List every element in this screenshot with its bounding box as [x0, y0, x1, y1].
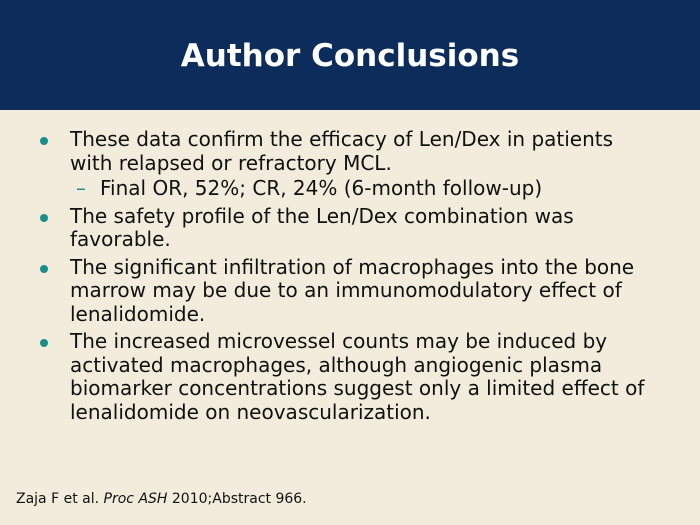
sub-bullet-item	[0, 177, 660, 201]
bullet-dot-icon	[40, 214, 48, 222]
slide-title: Author Conclusions	[180, 38, 520, 74]
bullet-text: The safety profile of the Len/Dex combination was favorable.	[70, 203, 574, 251]
bullet-text: The increased microvessel counts may be induced by activated macrophages, although angiogenic plasma biomarker concentrations suggest only a limited effect of lenalidomide on neovascularization.	[70, 329, 645, 424]
sub-bullet-text: Final OR, 52%; CR, 24% (6-month follow-up)	[100, 176, 543, 200]
citation	[16, 490, 307, 508]
bullet-dot-icon	[40, 137, 48, 145]
bullet-text: The significant infiltration of macrophages into the bone marrow may be due to an immunomodulatory effect of lenalidomide.	[70, 254, 635, 326]
bullet-list	[0, 128, 700, 428]
bullet-text: These data confirm the efficacy of Len/Dex in patients with relapsed or refractory MCL.	[70, 127, 614, 175]
bullet-item	[0, 128, 650, 175]
bullet-item	[0, 256, 650, 327]
citation-details: 2010;Abstract 966.	[171, 491, 307, 507]
bullet-item	[0, 205, 650, 252]
bullet-item	[0, 330, 650, 424]
citation-journal: Proc ASH	[103, 491, 168, 507]
dash-bullet-icon: –	[76, 176, 86, 200]
bullet-dot-icon	[40, 265, 48, 273]
citation-authors: Zaja F et al.	[16, 491, 100, 507]
bullet-dot-icon	[40, 339, 48, 347]
